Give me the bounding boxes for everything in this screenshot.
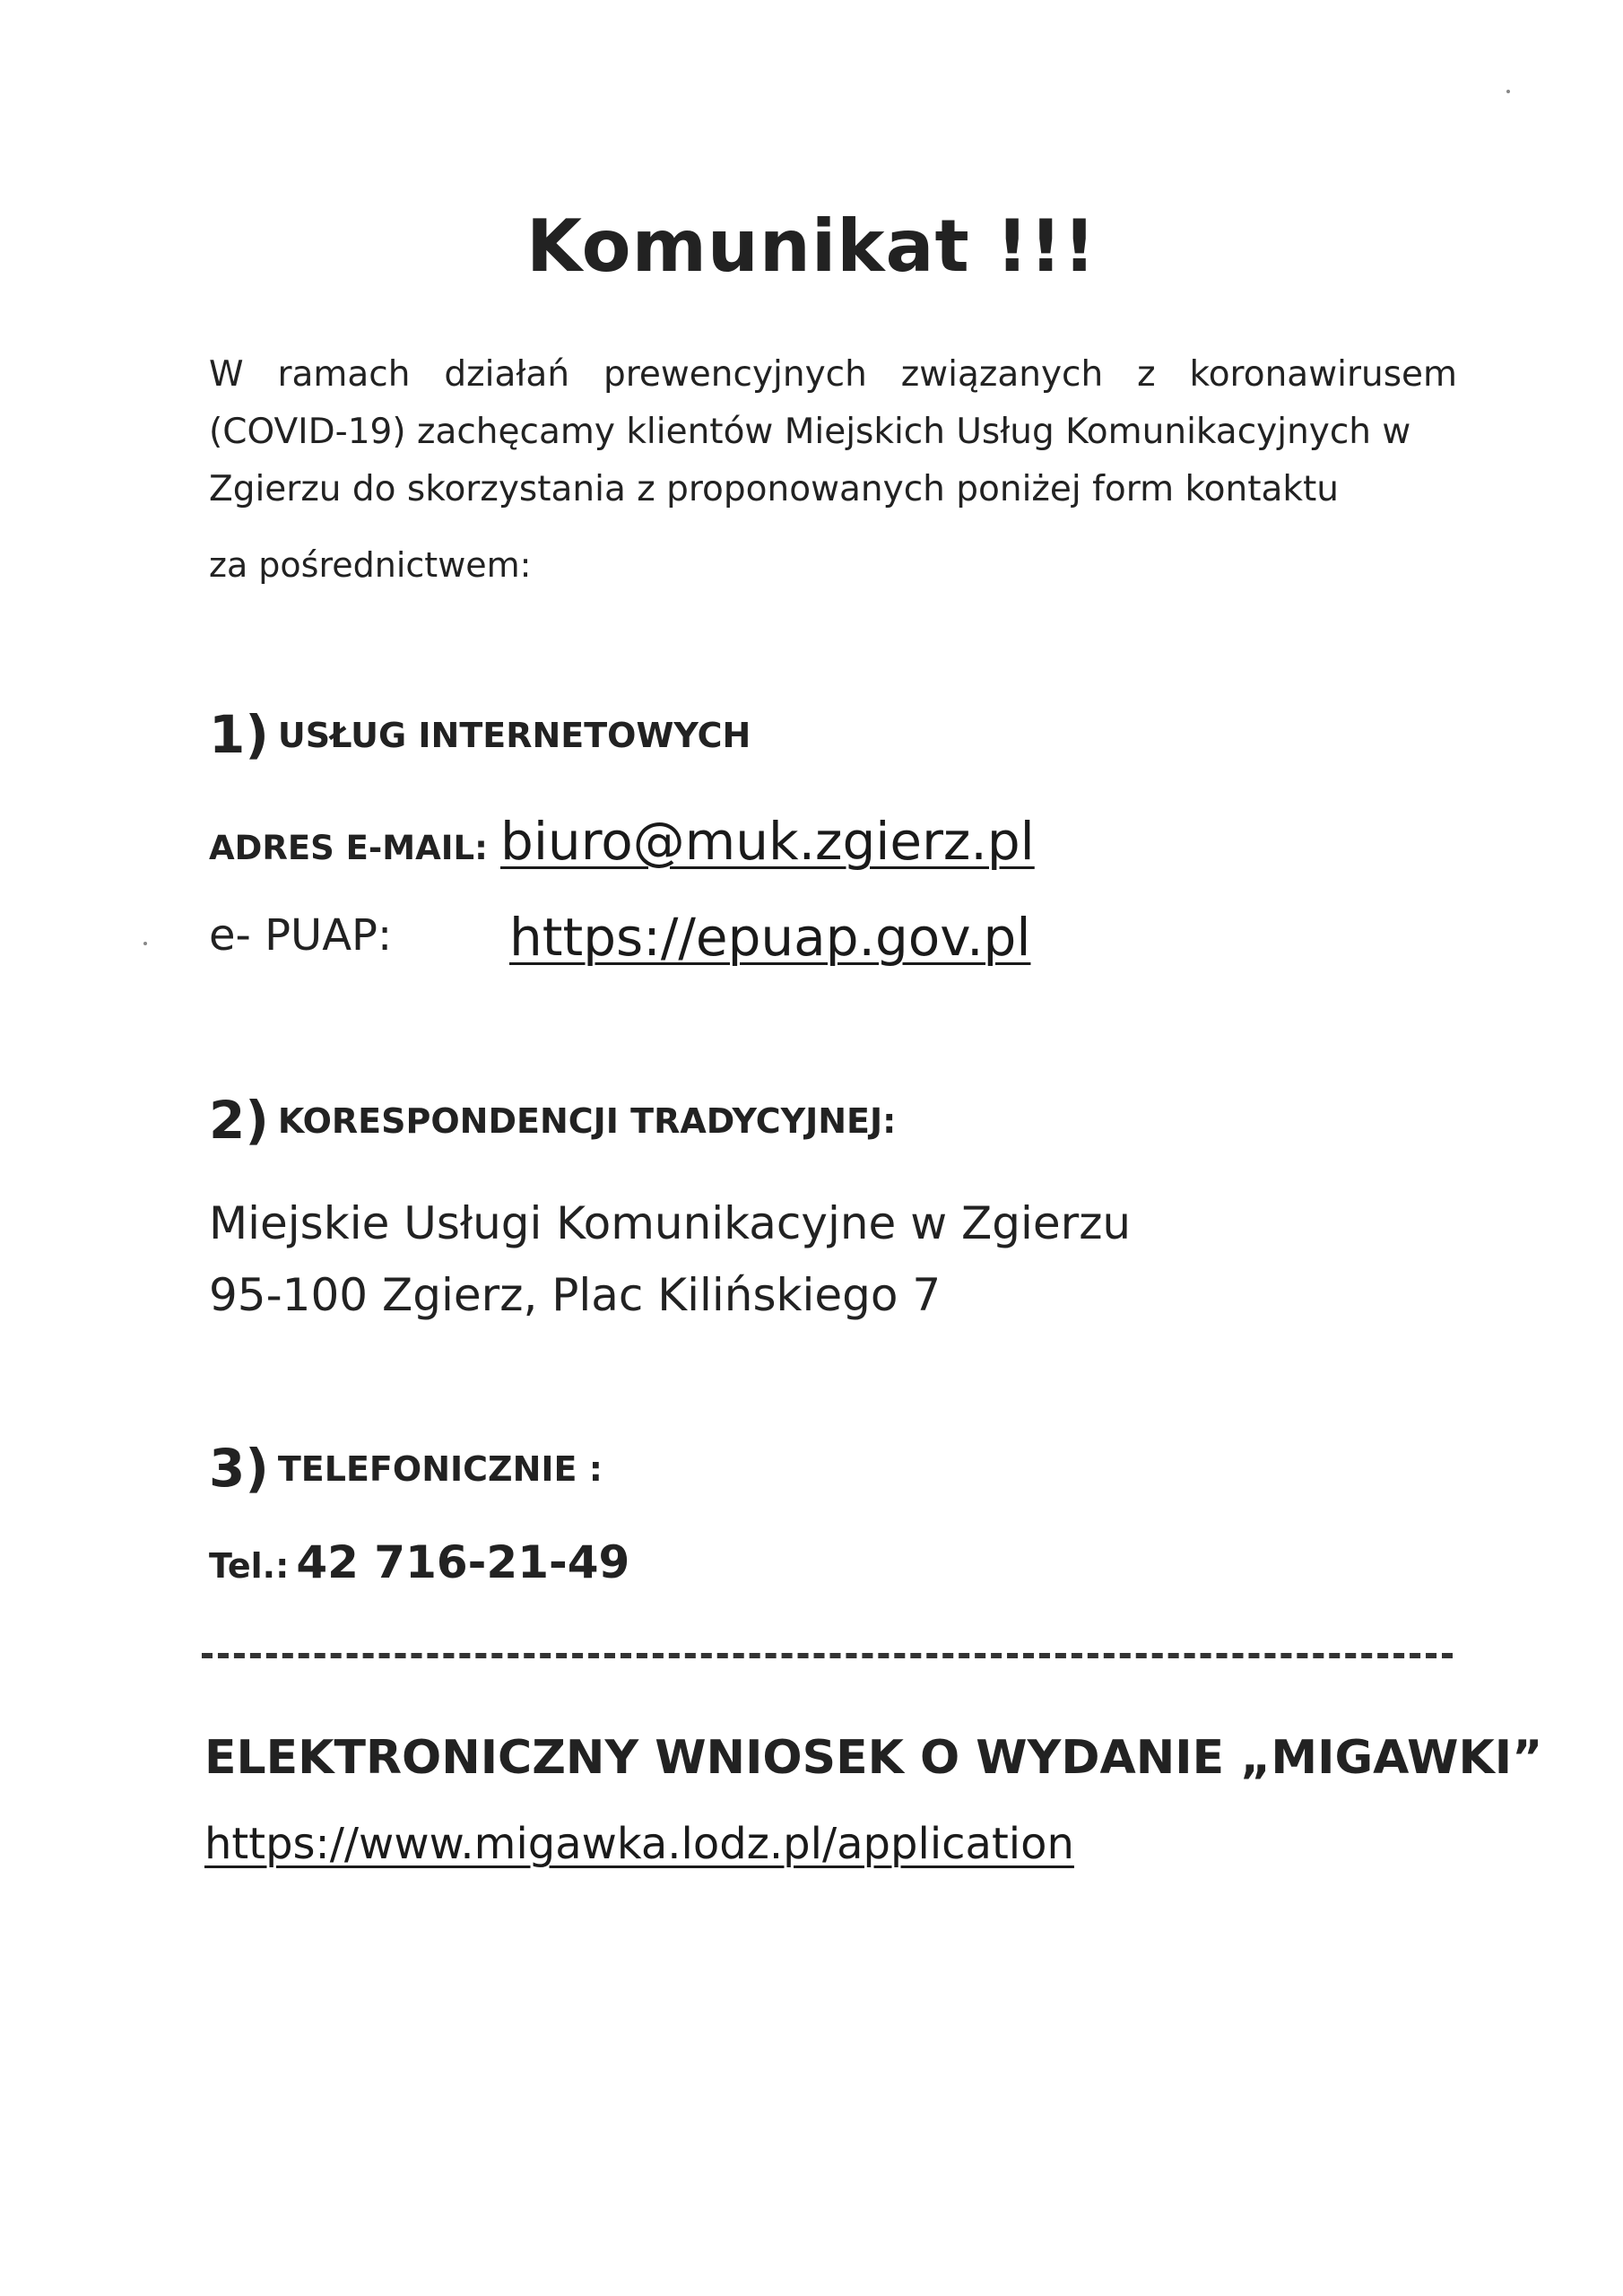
email-row — [209, 811, 1106, 888]
intro-tail: za pośrednictwem: — [209, 545, 532, 585]
application-heading: ELEKTRONICZNY WNIOSEK O WYDANIE „MIGAWKI” — [204, 1731, 1543, 1785]
section-label: TELEFONICZNIE : — [277, 1449, 603, 1489]
page-title: Komunikat !!! — [526, 204, 1097, 288]
epuap-label: e- PUAP: — [209, 910, 393, 961]
section-heading-internet — [209, 704, 751, 765]
postal-address — [209, 1187, 1131, 1331]
phone-row — [209, 1536, 629, 1588]
dashed-divider — [202, 1653, 1453, 1658]
address-line: 95-100 Zgierz, Plac Kilińskiego 7 — [209, 1269, 942, 1321]
epuap-link[interactable]: https://epuap.gov.pl — [509, 907, 1031, 968]
section-number: 2) — [209, 1090, 269, 1151]
intro-line: W ramach działań prewencyjnych związanych z koronawirusem — [209, 354, 1457, 395]
section-number: 1) — [209, 704, 269, 765]
phone-label: Tel.: — [209, 1546, 290, 1586]
email-label: ADRES E-MAIL: — [209, 829, 488, 867]
intro-line: (COVID-19) zachęcamy klientów Miejskich Usług Komunikacyjnych w — [209, 412, 1411, 452]
scan-speck — [143, 942, 147, 945]
intro-line: Zgierzu do skorzystania z proponowanych poniżej form kontaktu — [209, 469, 1340, 509]
section-label: USŁUG INTERNETOWYCH — [277, 716, 751, 755]
intro-paragraph — [209, 346, 1457, 518]
application-link[interactable]: https://www.migawka.lodz.pl/application — [204, 1819, 1074, 1869]
section-label: KORESPONDENCJI TRADYCYJNEJ: — [277, 1101, 897, 1141]
section-number: 3) — [209, 1438, 269, 1499]
email-link[interactable]: biuro@muk.zgierz.pl — [500, 811, 1035, 872]
address-line: Miejskie Usługi Komunikacyjne w Zgierzu — [209, 1197, 1132, 1249]
section-heading-correspondence — [209, 1090, 896, 1151]
section-heading-phone — [209, 1438, 603, 1499]
phone-number: 42 716-21-49 — [296, 1536, 630, 1588]
scan-speck — [1506, 90, 1510, 93]
epuap-row — [209, 907, 1106, 982]
